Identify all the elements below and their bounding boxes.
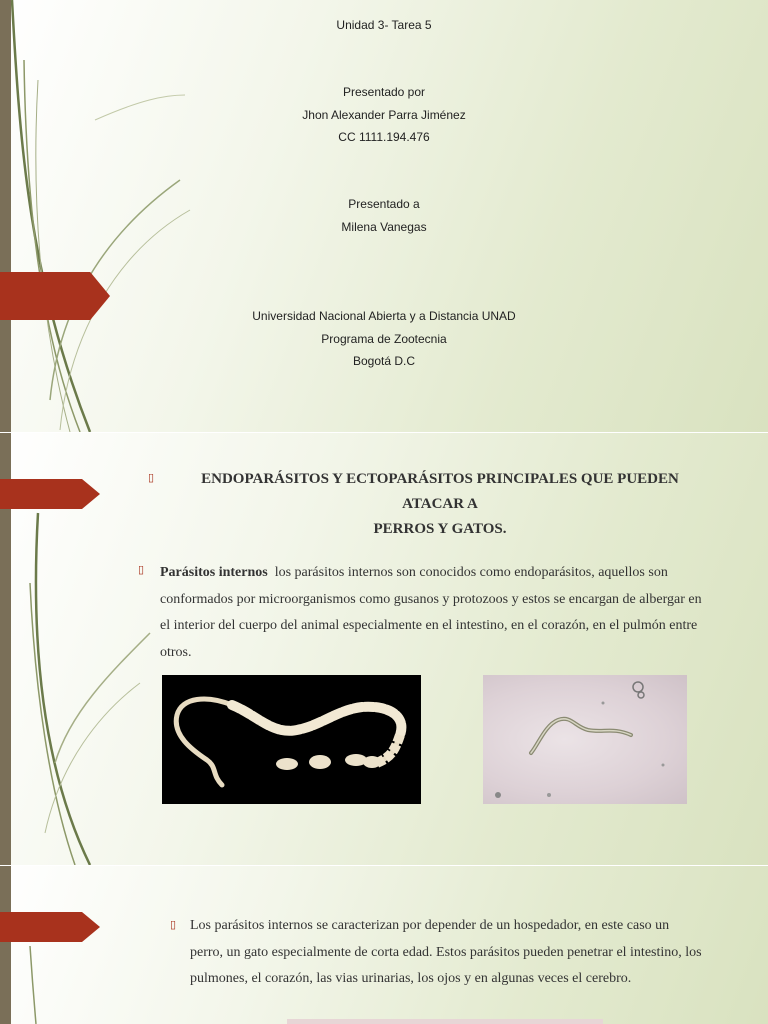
- institution-block: [0, 305, 768, 373]
- presented-by-block: [0, 81, 768, 149]
- heading-line-2: PERROS Y GATOS.: [373, 521, 507, 537]
- arrow-tab: [0, 912, 100, 942]
- para-line-2: perro, un gato especialmente de corta edad. Estos parásitos pueden penetrar el intestino, los: [190, 944, 702, 960]
- program-name: Programa de Zootecnia: [321, 331, 447, 346]
- author-name: Jhon Alexander Parra Jiménez: [302, 107, 466, 122]
- bullet-icon: ▯: [170, 919, 177, 931]
- university-name: Universidad Nacional Abierta y a Distancia UNAD: [252, 309, 516, 323]
- slide-heading: [170, 467, 710, 542]
- tapeworm-image: [162, 675, 421, 804]
- bullet-icon: ▯: [138, 564, 145, 576]
- heading-line-1: ENDOPARÁSITOS Y ECTOPARÁSITOS PRINCIPALES QUE PUEDEN ATACAR A: [201, 471, 679, 512]
- presented-to-block: [0, 193, 768, 238]
- bullet-icon: ▯: [148, 472, 155, 484]
- presented-to-label: Presentado a: [348, 197, 420, 211]
- para-line-4: otros.: [160, 644, 192, 660]
- para-line-1: los parásitos internos son conocidos como endoparásitos, aquellos son: [274, 565, 668, 580]
- characteristics-paragraph: [190, 913, 730, 993]
- decorative-curves: [0, 866, 200, 1024]
- microscope-nematode-image: [483, 675, 687, 804]
- recipient-name: Milena Vanegas: [341, 219, 427, 234]
- left-bar: [0, 866, 11, 1024]
- author-id: CC 1111.194.476: [338, 130, 430, 144]
- title-slide: [0, 0, 768, 432]
- para-line-1: Los parásitos internos se caracterizan por depender de un hospedador, en este caso un: [190, 918, 670, 933]
- arrow-tab: [0, 479, 100, 509]
- content-slide-2: [0, 866, 768, 1024]
- content-slide-1: [0, 433, 768, 865]
- para-bold-term: Parásitos internos: [160, 565, 268, 580]
- para-line-3: el interior del cuerpo del animal especialmente en el intestino, en el corazón, en el pulmón entre: [160, 618, 698, 633]
- internal-parasites-paragraph: [160, 560, 730, 666]
- unit-line: Unidad 3- Tarea 5: [336, 18, 432, 32]
- title-block-a: [0, 14, 768, 37]
- para-line-3: pulmones, el corazón, las vias urinarias, los ojos y en algunas veces el cerebro.: [190, 971, 632, 986]
- para-line-2: conformados por microorganismos como gusanos y protozoos y estos se encargan de albergar en: [160, 591, 702, 607]
- city-name: Bogotá D.C: [352, 354, 416, 368]
- image-top-edge: [287, 1019, 603, 1024]
- presented-by-label: Presentado por: [342, 85, 426, 99]
